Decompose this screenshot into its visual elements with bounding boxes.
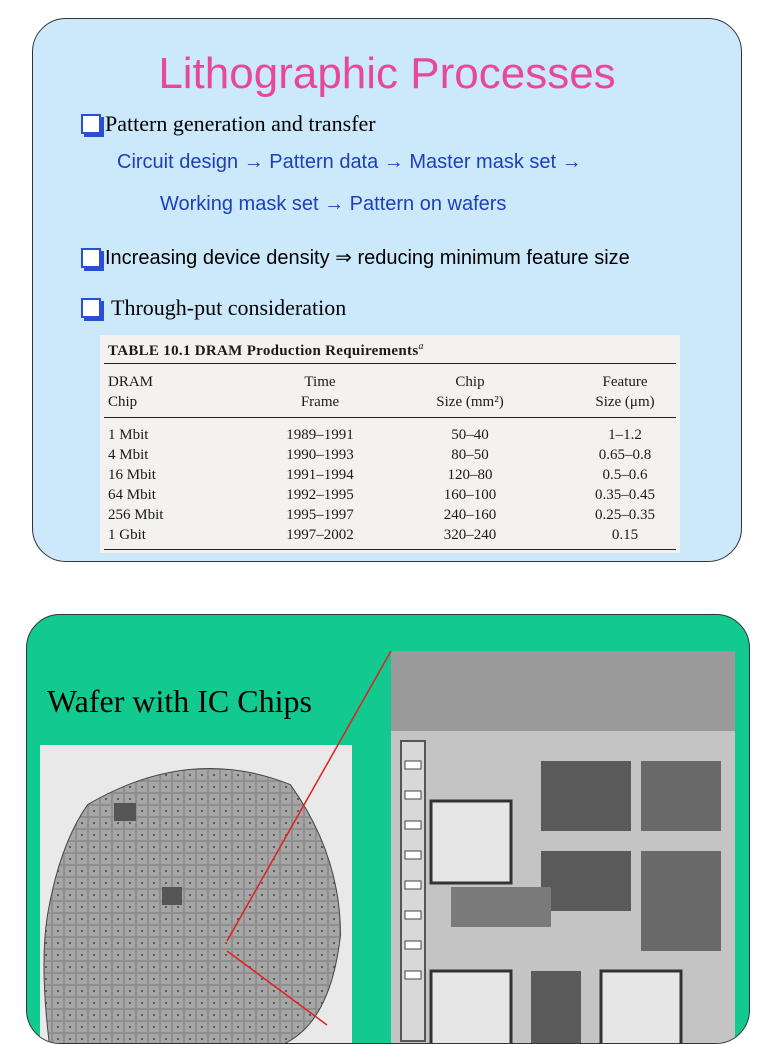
table-cell: 80–50 [451, 447, 489, 463]
table-cell: 1995–1997 [286, 507, 354, 523]
checkbox-bullet-icon [81, 248, 101, 268]
table-cell: 1–1.2 [608, 427, 642, 443]
bullet-text: Pattern generation and transfer [105, 111, 376, 136]
callout-lines [27, 615, 750, 1044]
table-caption: TABLE 10.1 DRAM Production Requirements$^a$ [108, 341, 424, 359]
header-feature-size: Feature Size (μm) [595, 374, 655, 410]
table-cell: 16 Mbit [108, 467, 156, 483]
header-time-frame: Time Frame [300, 374, 340, 410]
table-cell: 256 Mbit [108, 507, 164, 523]
slide-title: Lithographic Processes [158, 49, 616, 98]
table-rule-bottom [104, 549, 676, 550]
table-cell: 160–100 [443, 487, 497, 503]
table-cell: 0.15 [611, 527, 639, 543]
flow-line-1: Circuit design → Pattern data → Master mask set → [117, 151, 582, 173]
table-rule-header [104, 417, 676, 418]
bullet-throughput [81, 295, 346, 321]
checkbox-bullet-icon [81, 114, 101, 134]
table-rule-top [104, 363, 676, 364]
table-cell: 120–80 [447, 467, 493, 483]
header-chip-size: Chip Size (mm²) [436, 374, 504, 410]
slide-wafer-with-ic-chips [26, 614, 750, 1044]
table-cell: 1990–1993 [286, 447, 354, 463]
header-dram-chip: DRAM Chip [108, 374, 154, 410]
bullet-pattern-generation [81, 111, 376, 137]
slide-title: Wafer with IC Chips [47, 683, 312, 719]
table-cell: 50–40 [451, 427, 489, 443]
table-cell: 0.25–0.35 [595, 507, 655, 523]
dram-requirements-table [100, 335, 680, 553]
bullet-text: Through-put consideration [111, 295, 347, 320]
checkbox-bullet-icon [81, 298, 101, 318]
table-cell: 1992–1995 [286, 487, 354, 503]
table-cell: 4 Mbit [108, 447, 149, 463]
table-cell: 0.35–0.45 [595, 487, 655, 503]
slide-lithographic-processes [32, 18, 742, 562]
table-cell: 240–160 [443, 507, 497, 523]
table-cell: 64 Mbit [108, 487, 156, 503]
flow-line-2: Working mask set → Pattern on wafers [160, 193, 507, 215]
table-cell: 0.5–0.6 [602, 467, 648, 483]
table-cell: 1 Gbit [108, 527, 146, 543]
table-cell: 1 Mbit [108, 427, 149, 443]
table-cell: 1991–1994 [286, 467, 354, 483]
table-cell: 1997–2002 [286, 527, 354, 543]
bullet-device-density [81, 245, 630, 270]
bullet-text: Increasing device density ⇒ reducing minimum feature size [105, 247, 630, 269]
table-cell: 1989–1991 [286, 427, 354, 443]
table-cell: 0.65–0.8 [598, 447, 652, 463]
table-cell: 320–240 [443, 527, 497, 543]
